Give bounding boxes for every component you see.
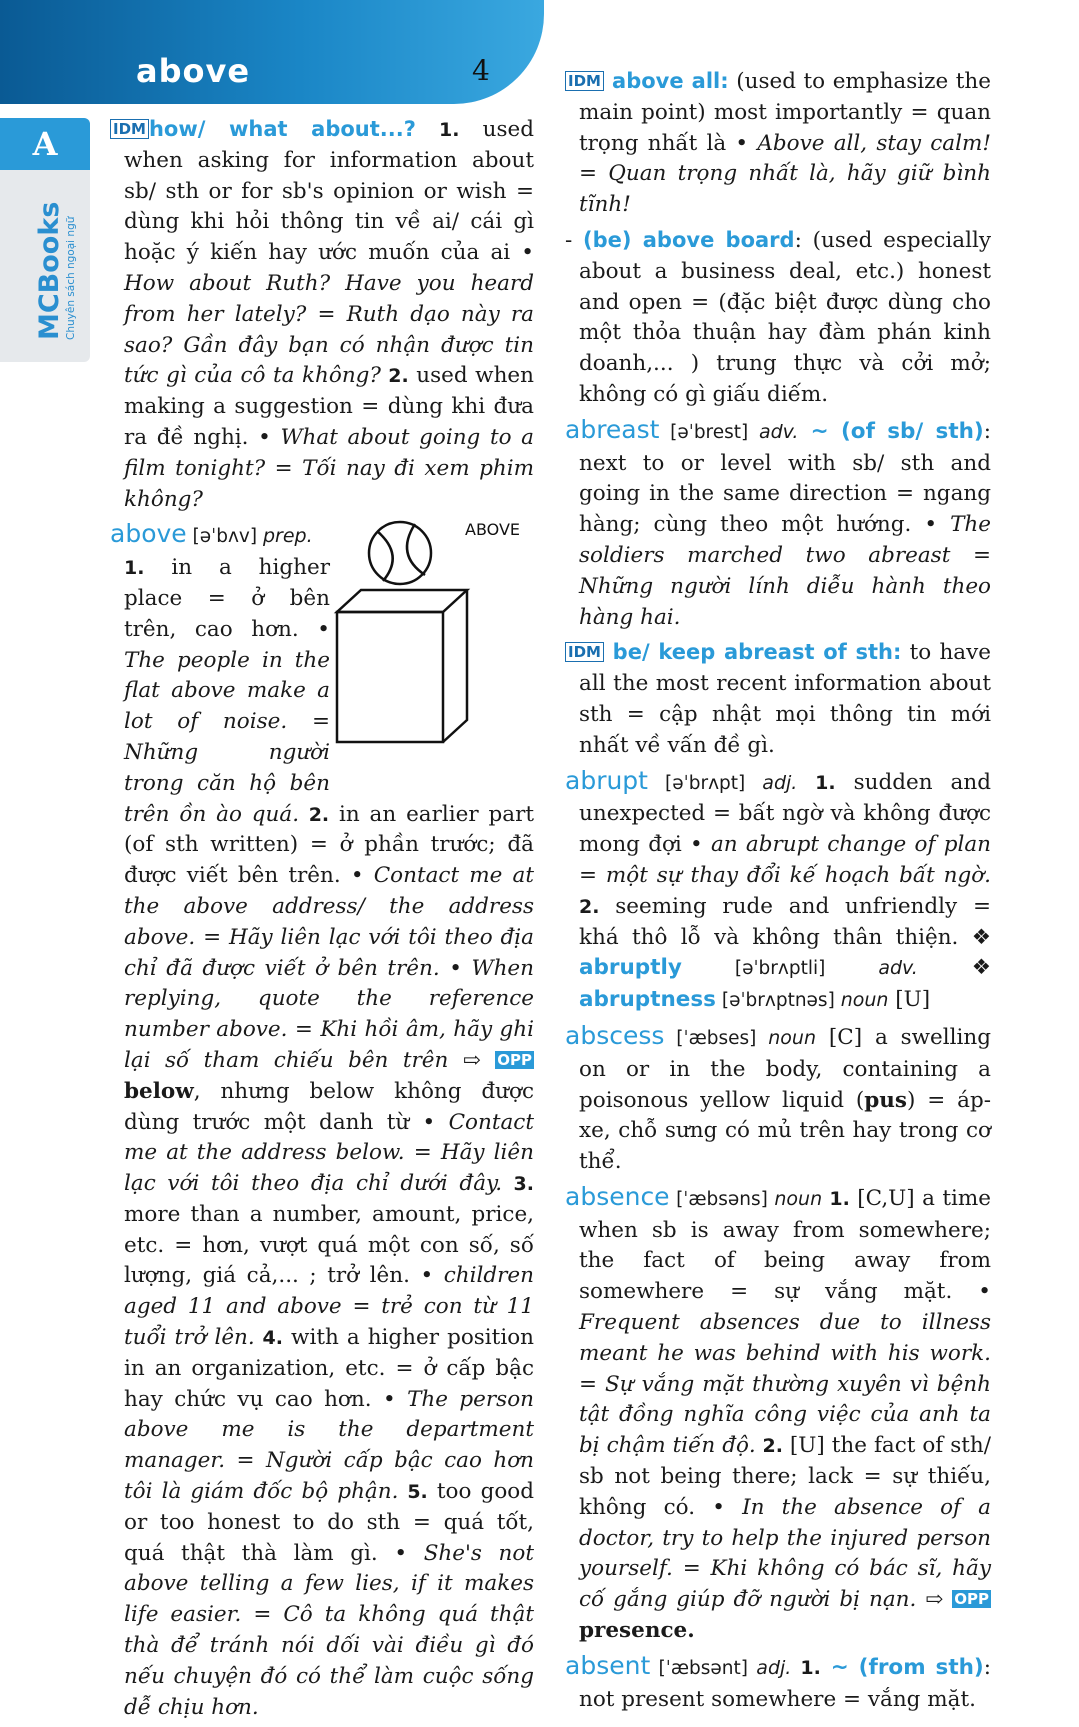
example-text: In the absence of a doctor, try to help the injured person yourself. = Khi không có bác sĩ, hãy cố gắng giúp đỡ người bị nạn.	[579, 1494, 991, 1613]
definition-text: used when asking for information about sb/ sth or for sb's opinion or wish = dùng khi hỏi thông tin về ai/ cái gì hoặc ý kiến hay ước muốn của ai •	[124, 117, 534, 266]
definition-text: used when making a suggestion = dùng khi đưa ra đề nghị. •	[124, 363, 534, 450]
definition-text: seeming rude and unfriendly = khá thô lỗ và không thân thiện. ❖	[579, 893, 991, 950]
sense-number: 2.	[579, 895, 600, 918]
definition-text: : next to or level with sb/ sth and going in the same direction = ngang hàng; cùng theo một hướng. •	[579, 418, 991, 538]
dash-marker: -	[565, 227, 584, 253]
definition-text: to have all the most recent information about sth = cập nhật mọi thông tin mới nhất về vấn đề gì.	[579, 640, 991, 758]
definition-text: sudden and unexpected = bất ngờ và không được mong đợi •	[579, 769, 991, 858]
definition-text: in a higher place = ở bên trên, cao hơn. •	[124, 555, 330, 642]
part-of-speech: noun	[774, 1187, 823, 1210]
definition-text: too good or too honest to do sth = quá tốt, quá thật thà làm gì. •	[124, 1479, 534, 1566]
publisher-tagline: Chuyên sách ngoại ngữ	[65, 216, 77, 340]
part-of-speech: prep.	[262, 525, 313, 548]
definition-text: in an earlier part (of sth written) = ở phần trước; đã được viết bên trên. •	[124, 801, 534, 889]
part-of-speech: noun	[768, 1026, 817, 1049]
part-of-speech: adv.	[758, 420, 799, 443]
part-of-speech: noun	[840, 989, 889, 1012]
definition-text: with a higher position in an organization, etc. = ở cấp bậc hay chức vụ cao hơn. •	[124, 1325, 534, 1412]
grammar-code: [U]	[888, 987, 931, 1013]
collocation: ~ (of sb/ sth)	[798, 418, 984, 444]
entry-abscess	[565, 1021, 991, 1178]
entry-above	[110, 519, 534, 1723]
sense-number: 1.	[791, 1656, 821, 1679]
part-of-speech: adj.	[756, 1656, 792, 1679]
example-text: Contact me at the address below. = Hãy liên lạc với tôi theo địa chỉ dưới đây.	[124, 1109, 534, 1197]
opposite-badge: OPP	[954, 1590, 989, 1609]
headword: absent	[565, 1650, 651, 1680]
right-column	[565, 66, 991, 1719]
headword: absence	[565, 1181, 670, 1211]
illustration-label: ABOVE	[465, 520, 521, 539]
sense-number: 2.	[299, 803, 330, 826]
definition-text: (used to emphasize the main point) most importantly = quan trọng nhất là •	[579, 69, 992, 156]
running-header	[0, 0, 544, 104]
example-text: an abrupt change of plan = một sự thay đổi kế hoạch bất ngờ.	[579, 832, 991, 888]
publisher-name: MCBooks	[34, 201, 65, 340]
example-text: What about going to a film tonight? = Tối nay đi xem phim không?	[124, 424, 534, 512]
entry-abreast	[565, 415, 991, 634]
headword: abreast	[565, 414, 660, 444]
entry-keep-abreast	[565, 637, 991, 761]
cross-reference-arrow-icon: ⇨	[448, 1047, 496, 1073]
sense-number: 3.	[502, 1173, 534, 1196]
pronunciation: [ˈæbses]	[664, 1027, 769, 1049]
sense-number: 4.	[254, 1327, 283, 1350]
header-guide-word: above	[136, 52, 251, 90]
pronunciation: [əˈbrʌpt]	[647, 772, 763, 794]
pronunciation: [əˈbrʌptnəs]	[715, 990, 841, 1012]
definition-text: : not present somewhere = vắng mặt.	[579, 1654, 991, 1712]
left-column	[110, 114, 534, 1727]
definition-text: : (used especially about a business deal, etc.) honest and open = (đặc biệt được dùng cho một thỏa thuận hay đàm phán kinh doanh,... ) trung thực và cởi mở; không có gì giấu diếm.	[579, 227, 991, 407]
example-text: The people in the flat above make a lot of noise. = Những người trong căn hộ bên trên ồn ào quá.	[124, 647, 330, 827]
derived-word: abruptness	[579, 987, 716, 1013]
definition-text: [C,U] a time when sb is away from somewhere; the fact of being away from somewhere = sự vắng mặt. •	[579, 1185, 991, 1305]
entry-above-all	[565, 66, 991, 221]
headword: abrupt	[565, 765, 648, 795]
pronunciation: [əˈbʌv]	[186, 526, 263, 548]
definition-text: more than a number, amount, price, etc. = hơn, vượt quá một con số, số lượng, giá cả,... ; trở lên. •	[124, 1201, 534, 1289]
idiom-headword: how/ what about...?	[148, 117, 416, 141]
definition-text: [C] a swelling on or in the body, containing a poisonous yellow liquid (	[579, 1024, 991, 1113]
definition-text: , nhưng below không được dùng trước một danh từ •	[124, 1078, 534, 1135]
example-text: Frequent absences due to illness meant he was behind with his work. = Sự vắng mặt thường xuyên vì bệnh tật đồng nghĩa công việc của anh ta bị chậm tiến độ.	[579, 1310, 991, 1459]
example-text: She's not above telling a few lies, if it makes life easier. = Cô ta không quá thật thà để tránh nói dối vài điều gì đó nếu chuyện đó có thể làm cuộc sống dễ chịu hơn.	[124, 1540, 534, 1720]
pronunciation: [ˈæbsənt]	[650, 1657, 757, 1679]
example-text: The soldiers marched two abreast = Những người lính diễu hành theo hàng hai.	[579, 512, 991, 630]
example-text: How about Ruth? Have you heard from her lately? = Ruth dạo này ra sao? Gần đây bạn có nhận được tin tức gì của cô ta không?	[124, 270, 534, 389]
example-text: Above all, stay calm! = Quan trọng nhất là, hãy giữ bình tĩnh!	[579, 130, 991, 218]
phrase-headword: (be) above board	[583, 227, 795, 252]
part-of-speech: adj.	[762, 771, 798, 794]
pronunciation: [əˈbrʌptli]	[681, 958, 879, 980]
entry-absent	[565, 1651, 991, 1716]
entry-abrupt	[565, 766, 991, 1017]
headword: above	[110, 519, 187, 549]
page-number: 4	[472, 54, 490, 87]
sense-number: 5.	[398, 1481, 428, 1504]
derived-word: abruptly	[579, 955, 682, 981]
entry-absence	[565, 1182, 991, 1647]
bold-term: pus	[864, 1087, 907, 1113]
opposite-word: presence.	[579, 1618, 695, 1644]
part-of-speech: adv.	[878, 957, 918, 980]
publisher-logo	[36, 202, 78, 340]
sense-number: 2.	[755, 1435, 783, 1458]
idiom-badge: IDM	[565, 71, 604, 91]
collocation: ~ (from sth)	[820, 1654, 984, 1680]
example-text: children aged 11 and above = trẻ con từ 11 tuổi trở lên.	[124, 1263, 534, 1351]
sense-number: 1.	[797, 771, 836, 794]
sense-number: 1.	[124, 557, 145, 580]
tab-letter: A	[0, 118, 90, 170]
opposite-badge: OPP	[497, 1050, 532, 1069]
entry-above-board	[565, 225, 991, 411]
example-text: The person above me is the department manager. = Người cấp bậc cao hơn tôi là giám đốc bộ phận.	[124, 1386, 534, 1505]
headword: abscess	[565, 1020, 665, 1050]
derivative-diamond-icon: ❖	[917, 955, 991, 981]
sense-number: 1.	[822, 1187, 850, 1210]
entry-how-what-about	[110, 114, 534, 515]
idiom-headword: be/ keep abreast of sth:	[603, 640, 902, 665]
opposite-word: below	[124, 1078, 194, 1104]
idiom-headword: above all:	[603, 69, 729, 93]
example-text: Contact me at the above address/ the address above. = Hãy liên lạc với tôi theo địa chỉ đã được viết ở bên trên. • When replying, quote the reference number above. = Khi hồi âm, hãy ghi lại số tham chiếu bên trên	[124, 863, 534, 1073]
sense-number: 2.	[380, 365, 409, 388]
pronunciation: [əˈbrest]	[659, 421, 759, 443]
definition-text: [U] the fact of sth/ sb not being there; lack = sự thiếu, không có. •	[579, 1433, 991, 1520]
pronunciation: [ˈæbsəns]	[669, 1188, 775, 1210]
cross-reference-arrow-icon: ⇨	[916, 1587, 953, 1613]
sense-number: 1.	[439, 119, 460, 141]
idiom-badge: IDM	[110, 119, 149, 139]
illustration-space	[334, 553, 540, 797]
idiom-badge: IDM	[565, 642, 604, 662]
definition-text: ) = áp-xe, chỗ sưng có mủ trên hay trong cơ thể.	[579, 1087, 991, 1175]
